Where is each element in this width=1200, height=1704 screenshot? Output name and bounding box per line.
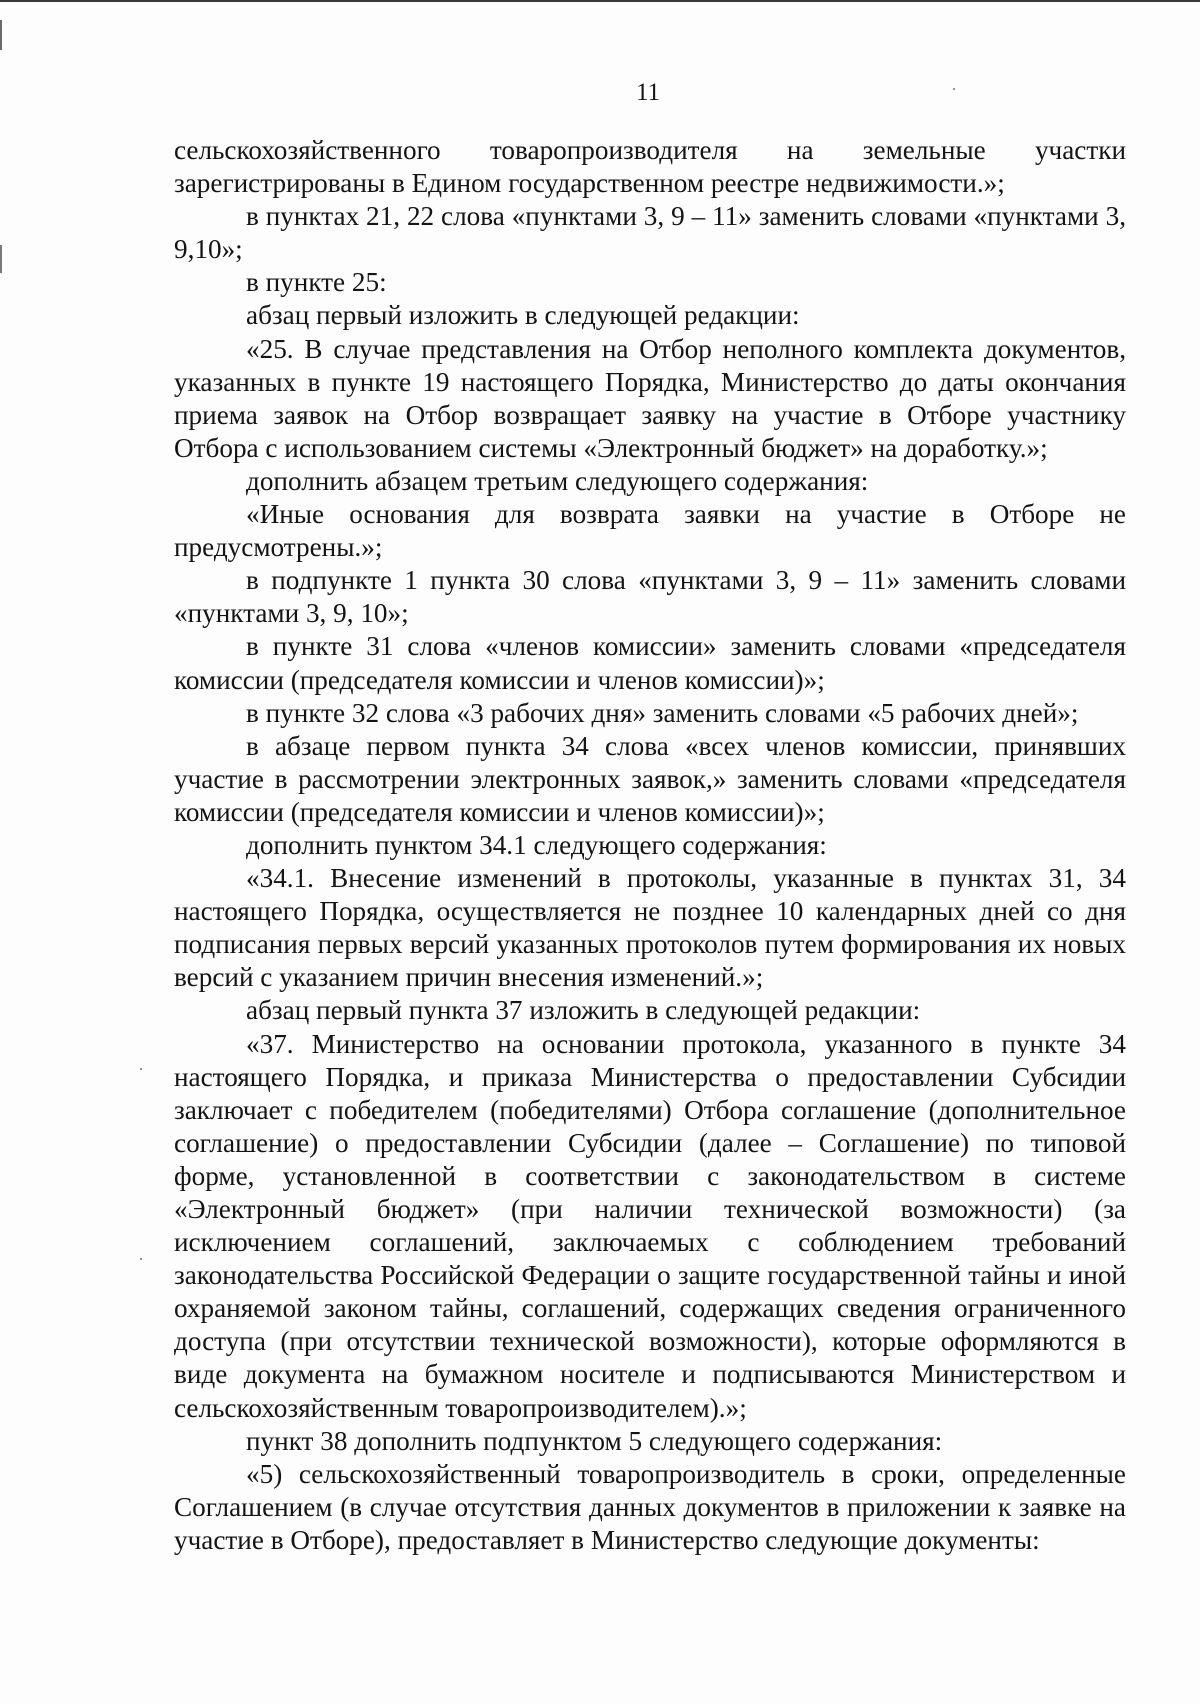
paragraph: в абзаце первом пункта 34 слова «всех членов комиссии, принявших участие в рассмотрении электронных заявок,» заменить словами «председателя комиссии (председателя комиссии и членов комиссии)»; (174, 730, 1126, 827)
scan-edge (0, 0, 1200, 2)
paragraph: дополнить абзацем третьим следующего содержания: (246, 465, 869, 496)
paragraph: в пунктах 21, 22 слова «пунктами 3, 9 – 11» заменить словами «пунктами 3, 9,10»; (174, 201, 1126, 265)
scan-speck (140, 1068, 142, 1070)
paragraph: в пункте 32 слова «3 рабочих дня» заменить словами «5 рабочих дней»; (246, 697, 1079, 728)
paragraph: «Иные основания для возврата заявки на участие в Отборе не предусмотрены.»; (174, 499, 1126, 563)
scan-speck (140, 1258, 142, 1260)
paragraph: абзац первый изложить в следующей редакции: (246, 300, 800, 331)
paragraph: абзац первый пункта 37 изложить в следующей редакции: (246, 995, 921, 1026)
scan-edge (0, 20, 2, 50)
paragraph: в пункте 25: (246, 267, 387, 298)
paragraph: пункт 38 дополнить подпунктом 5 следующего содержания: (246, 1425, 943, 1456)
paragraph: дополнить пунктом 34.1 следующего содержания: (246, 829, 827, 860)
paragraph: «5) сельскохозяйственный товаропроизводитель в сроки, определенные Соглашением (в случае отсутствия данных документов в приложении к заявке на участие в Отборе), предоставляет в Министерство следующие документы: (174, 1458, 1126, 1555)
document-body (174, 134, 1126, 1557)
page-number: 11 (635, 79, 661, 106)
paragraph: сельскохозяйственного товаропроизводителя на земельные участки зарегистрированы в Едином государственном реестре недвижимости.»; (174, 135, 1126, 199)
paragraph: «25. В случае представления на Отбор неполного комплекта документов, указанных в пункте 19 настоящего Порядка, Министерство до даты окончания приема заявок на Отбор возвращает заявку на участие в Отборе участнику Отбора с использованием системы «Электронный бюджет» на доработку.»; (174, 333, 1126, 463)
scan-edge (0, 245, 2, 273)
paragraph: в подпункте 1 пункта 30 слова «пунктами 3, 9 – 11» заменить словами «пунктами 3, 9, 10»; (174, 565, 1126, 629)
paragraph: «37. Министерство на основании протокола, указанного в пункте 34 настоящего Порядка, и приказа Министерства о предоставлении Субсидии заключает с победителем (победителями) Отбора соглашение (дополнительное соглашение) о предоставлении Субсидии (далее – Соглашение) по типовой форме, установленной в соответствии с законодательством в системе «Электронный бюджет» (при наличии технической возможности) (за исключением соглашений, заключаемых с соблюдением требований законодательства Российской Федерации о защите государственной тайны и иной охраняемой законом тайны, соглашений, содержащих сведения ограниченного доступа (при отсутствии технической возможности), которые оформляются в виде документа на бумажном носителе и подписываются Министерством и сельскохозяйственным товаропроизводителем).»; (174, 1028, 1126, 1423)
paragraph: в пункте 31 слова «членов комиссии» заменить словами «председателя комиссии (председателя комиссии и членов комиссии)»; (174, 631, 1126, 695)
paragraph: «34.1. Внесение изменений в протоколы, указанные в пунктах 31, 34 настоящего Порядка, осуществляется не позднее 10 календарных дней со дня подписания первых версий указанных протоколов путем формирования их новых версий с указанием причин внесения изменений.»; (174, 863, 1126, 993)
